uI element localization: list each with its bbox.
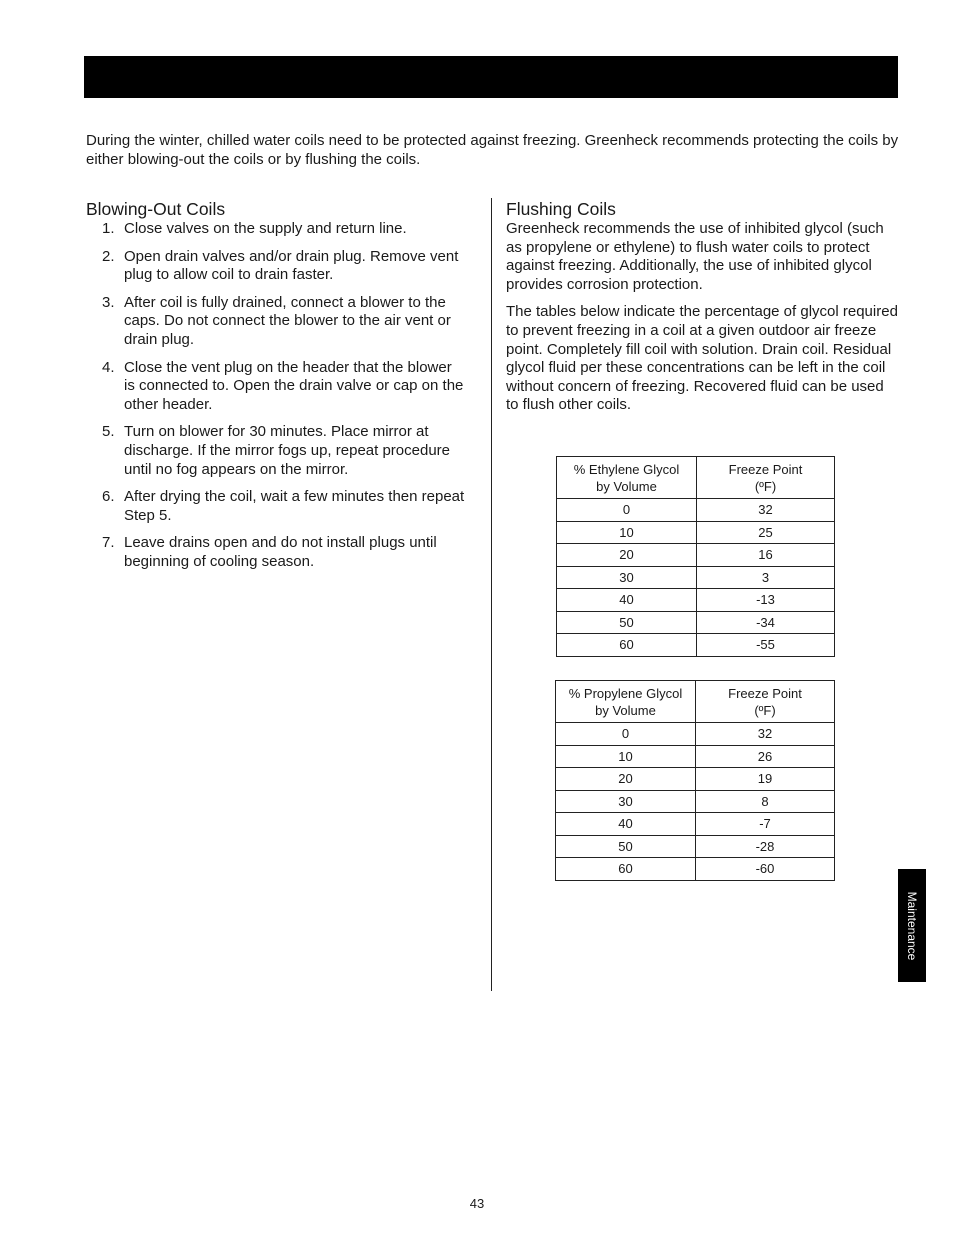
step-text: After drying the coil, wait a few minutes then repeat Step 5.	[124, 488, 465, 524]
table-row: 50 -34	[557, 611, 835, 634]
propylene-glycol-table	[555, 680, 835, 881]
table-row: 50 -28	[556, 835, 835, 858]
table-row: 0 32	[556, 723, 835, 746]
list-item	[86, 359, 466, 415]
table-row: 20 19	[556, 768, 835, 791]
table-row: 60 -55	[557, 634, 835, 657]
flushing-heading: Flushing Coils	[506, 199, 616, 219]
list-item	[86, 220, 466, 239]
step-number: 2.	[102, 247, 115, 265]
step-text: Leave drains open and do not install plugs until beginning of cooling season.	[124, 534, 437, 570]
list-item	[86, 248, 466, 285]
table-row: 0 32	[557, 499, 835, 522]
table-row: 30 3	[557, 566, 835, 589]
table-row: 40 -13	[557, 589, 835, 612]
header-bar	[84, 56, 898, 98]
step-number: 4.	[102, 358, 115, 376]
table-row: 10 25	[557, 521, 835, 544]
blowing-out-section	[86, 198, 466, 581]
step-number: 3.	[102, 293, 115, 311]
step-number: 5.	[102, 423, 115, 441]
flushing-paragraph-2: The tables below indicate the percentage of glycol required to prevent freezing in a coil at a given outdoor air freeze point. Completely fill coil with solution. Drain coil. Residual glycol fluid per these concentrations can be left in the coil without concern of freezing. Recovered fluid can be used to flush other coils.	[506, 303, 898, 414]
list-item	[86, 534, 466, 571]
step-text: Close the vent plug on the header that the blower is connected to. Open the drain valve or cap on the other header.	[124, 358, 464, 413]
step-text: After coil is fully drained, connect a blower to the caps. Do not connect the blower to the air vent or drain plug.	[124, 293, 451, 348]
step-number: 7.	[102, 534, 115, 552]
table-row: 60 -60	[556, 858, 835, 881]
intro-paragraph: During the winter, chilled water coils need to be protected against freezing. Greenheck recommends protecting the coils by either blowing-out the coils or by flushing the coils.	[86, 132, 899, 168]
table-header-cell: Freeze Point (ºF)	[697, 457, 835, 499]
flushing-section	[506, 198, 898, 424]
flushing-paragraph-1: Greenheck recommends the use of inhibited glycol (such as propylene or ethylene) to flush water coils to protect against freezing. Additionally, the use of inhibited glycol provides corrosion protection.	[506, 220, 884, 293]
table-row: 30 8	[556, 790, 835, 813]
blowing-out-steps	[86, 220, 466, 572]
step-text: Open drain valves and/or drain plug. Remove vent plug to allow coil to drain faster.	[124, 247, 459, 284]
table-header-cell: Freeze Point (ºF)	[696, 681, 835, 723]
step-text: Close valves on the supply and return line.	[124, 220, 407, 237]
table-row: 10 26	[556, 745, 835, 768]
step-text: Turn on blower for 30 minutes. Place mirror at discharge. If the mirror fogs up, repeat procedure until no fog appears on the mirror.	[124, 423, 451, 478]
table-row: 20 16	[557, 544, 835, 567]
page-number: 43	[469, 1196, 485, 1211]
column-divider	[491, 198, 492, 991]
step-number: 1.	[102, 220, 115, 237]
section-side-tab	[898, 869, 926, 982]
list-item	[86, 423, 466, 479]
side-tab-label: Maintenance	[905, 891, 919, 960]
step-number: 6.	[102, 488, 115, 506]
ethylene-glycol-table	[556, 456, 835, 657]
table-row: 40 -7	[556, 813, 835, 836]
table-header-cell: % Propylene Glycol by Volume	[556, 681, 696, 723]
list-item	[86, 294, 466, 350]
list-item	[86, 488, 466, 525]
blowing-out-heading: Blowing-Out Coils	[86, 199, 226, 219]
table-header-cell: % Ethylene Glycol by Volume	[557, 457, 697, 499]
